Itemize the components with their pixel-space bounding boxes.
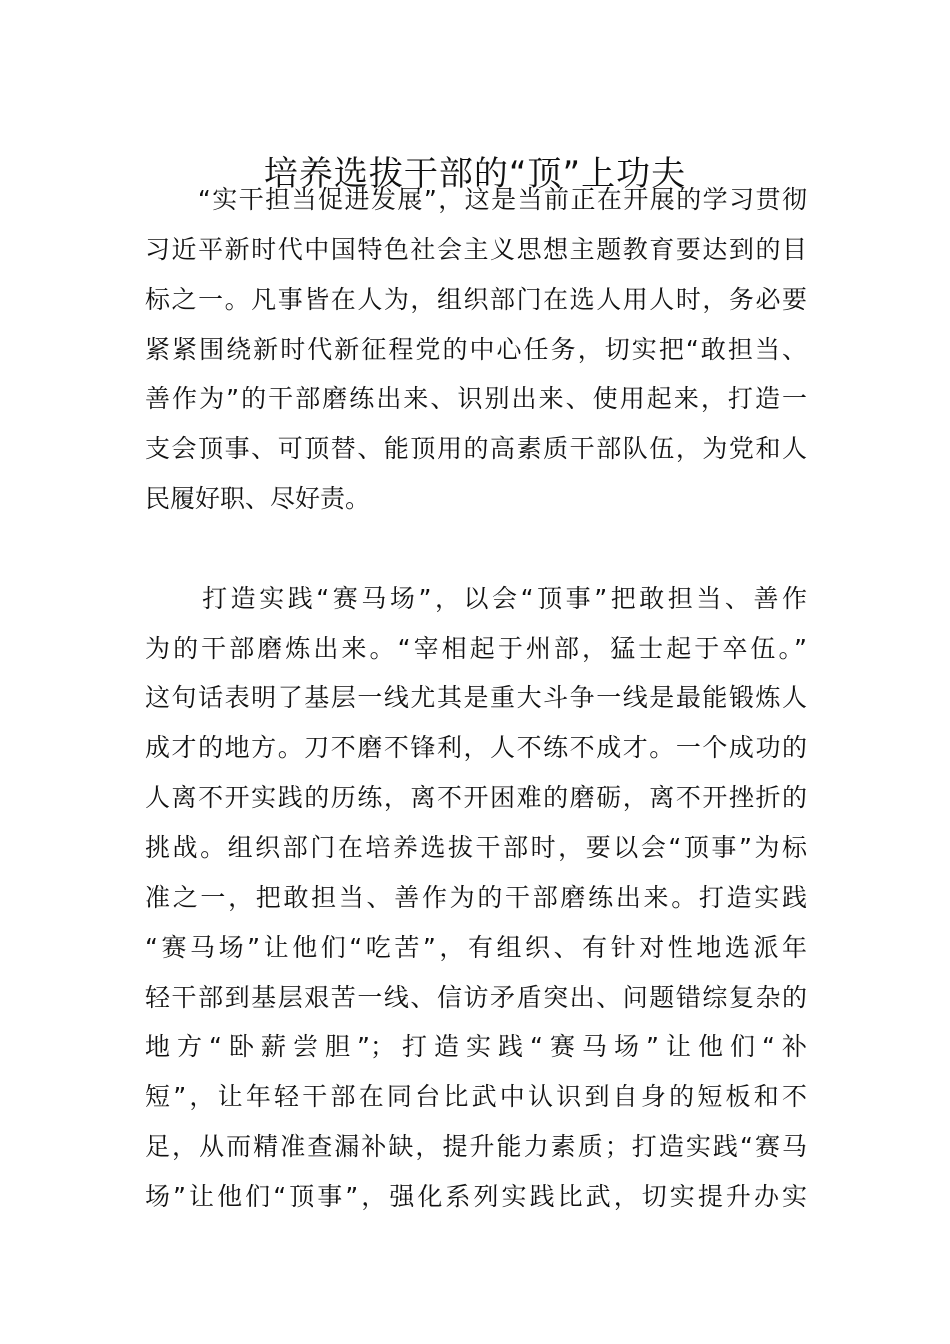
paragraph-2-line-11: 短”，让年轻干部在同台比武中认识到自身的短板和不 bbox=[145, 1082, 807, 1111]
paragraph-2-line-5: 人离不开实践的历练，离不开困难的磨砺，离不开挫折的 bbox=[145, 783, 807, 812]
paragraph-2-line-10: 地方“卧薪尝胆”；打造实践“赛马场”让他们“补 bbox=[145, 1032, 807, 1061]
paragraph-2-line-1: 打造实践“赛马场”，以会“顶事”把敢担当、善作 bbox=[145, 584, 807, 613]
paragraph-1-line-4: 紧紧围绕新时代新征程党的中心任务，切实把“敢担当、 bbox=[145, 335, 807, 364]
paragraph-2-line-7: 准之一，把敢担当、善作为的干部磨练出来。打造实践 bbox=[145, 883, 807, 912]
paragraph-2-line-12: 足，从而精准查漏补缺，提升能力素质；打造实践“赛马 bbox=[145, 1132, 807, 1161]
document-title: 培养选拔干部的“顶”上功夫 bbox=[263, 153, 687, 194]
paragraph-2-line-3: 这句话表明了基层一线尤其是重大斗争一线是最能锻炼人 bbox=[145, 683, 807, 712]
paragraph-1-line-5: 善作为”的干部磨练出来、识别出来、使用起来，打造一 bbox=[145, 384, 807, 413]
paragraph-1-line-6: 支会顶事、可顶替、能顶用的高素质干部队伍，为党和人 bbox=[145, 434, 807, 463]
paragraph-1-line-3: 标之一。凡事皆在人为，组织部门在选人用人时，务必要 bbox=[145, 285, 807, 314]
paragraph-2-line-4: 成才的地方。刀不磨不锋利，人不练不成才。一个成功的 bbox=[145, 733, 807, 762]
paragraph-2-line-6: 挑战。组织部门在培养选拔干部时，要以会“顶事”为标 bbox=[145, 833, 807, 862]
paragraph-2-line-2: 为的干部磨炼出来。“宰相起于州部，猛士起于卒伍。” bbox=[145, 634, 807, 663]
paragraph-2-line-9: 轻干部到基层艰苦一线、信访矛盾突出、问题错综复杂的 bbox=[145, 983, 807, 1012]
paragraph-1-line-2: 习近平新时代中国特色社会主义思想主题教育要达到的目 bbox=[145, 235, 807, 264]
paragraph-2-line-13: 场”让他们“顶事”，强化系列实践比武，切实提升办实 bbox=[145, 1182, 807, 1211]
paragraph-1-line-1: “实干担当促进发展”，这是当前正在开展的学习贯彻 bbox=[145, 185, 807, 214]
paragraph-2-line-8: “赛马场”让他们“吃苦”，有组织、有针对性地选派年 bbox=[145, 933, 807, 962]
paragraph-1-line-7: 民履好职、尽好责。 bbox=[145, 484, 371, 513]
